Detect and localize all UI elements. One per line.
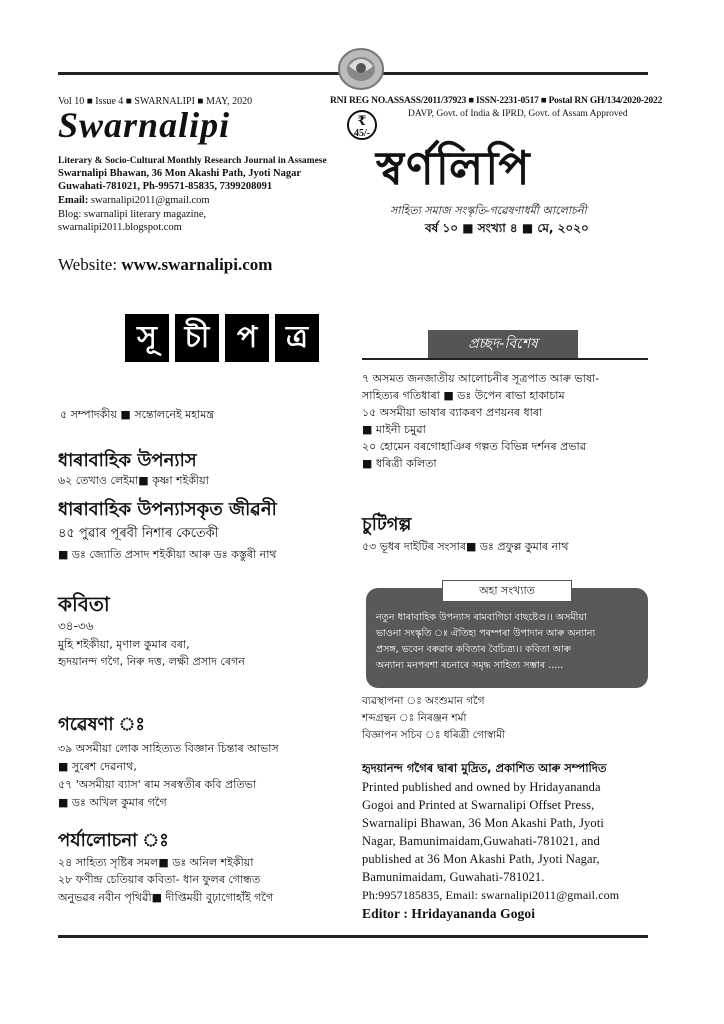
novel-heading: ধাৰাবাহিক উপন্যাস bbox=[58, 450, 197, 471]
research-entry-2: ৫৭ 'অসমীয়া ব্যাস' ৰাম সৰস্বতীৰ কবি প্ৰতিভা bbox=[58, 778, 257, 791]
contents-title-letter: ত্ৰ bbox=[275, 314, 319, 362]
ad-secretary-line: বিজ্ঞাপন সচিব ঃ ধৰিত্ৰী গোস্বামী bbox=[362, 729, 506, 741]
poem-authors-2: হৃদয়ানন্দ গগৈ, নিৰু দত্ত, লক্ষী প্ৰসাদ ৰেগন bbox=[58, 655, 245, 668]
email-line bbox=[58, 195, 210, 206]
research-entry-1: ৩৯ অসমীয়া লোক সাহিত্যত বিজ্ঞান চিন্তাৰ আভাস bbox=[58, 742, 279, 755]
next-issue-line-3: প্ৰসঙ্গ, ভবেন বৰুৱাৰ কবিতাৰ বৈচিত্ৰ্য।। কবিতা আৰু bbox=[376, 644, 571, 655]
research-author-2: ■ ডঃ অখিল কুমাৰ গগৈ bbox=[58, 796, 167, 809]
cover-entry-3b: ■ ধৰিত্ৰী কলিতা bbox=[362, 457, 437, 470]
biography-authors: ■ ডঃ জ্যোতি প্ৰসাদ শইকীয়া আৰু ডঃ কস্তুৰী নাথ bbox=[58, 548, 277, 561]
poem-authors-1: মুহি শইকীয়া, মৃণাল কুমাৰ বৰা, bbox=[58, 638, 190, 651]
journal-description: Literary & Socio-Cultural Monthly Research Journal in Assamese bbox=[58, 156, 327, 166]
review-heading: পৰ্যালোচনা ঃ bbox=[58, 830, 169, 851]
novel-entry: ৬২ তেখাও লেইমা■ কৃষ্ণা শইকীয়া bbox=[58, 474, 209, 487]
poem-pages: ৩৪-৩৬ bbox=[58, 619, 94, 633]
tagline: সাহিত্য সমাজ সংস্কৃতি-গৱেষণাধৰ্মী আলোচনী bbox=[390, 204, 587, 217]
publisher-line-4: Nagar, Bamunimaidam,Guwahati-781021, and bbox=[362, 834, 600, 848]
editorial-entry: ৫ সম্পাদকীয় ■ সন্তোলনেই মহামন্ত্ৰ bbox=[60, 408, 215, 421]
short-story-entry: ৫৩ ভূধৰ দাইটিৰ সংসাৰ■ ডঃ প্ৰফুল্ল কুমাৰ নাথ bbox=[362, 540, 569, 553]
website-line bbox=[58, 255, 272, 275]
publisher-line-7: Ph:9957185835, Email: swarnalipi2011@gmail.com bbox=[362, 888, 620, 902]
poem-heading: কবিতা bbox=[58, 592, 110, 616]
assamese-logo-text: স্বৰ্ণলিপি bbox=[376, 141, 532, 195]
next-issue-title: অহা সংখ্যাত bbox=[442, 580, 572, 602]
publisher-line-1: Printed published and owned by Hridayananda bbox=[362, 780, 601, 794]
emblem-icon bbox=[335, 44, 387, 94]
publisher-line-2: Gogoi and Printed at Swarnalipi Offset Press, bbox=[362, 798, 595, 812]
next-issue-box bbox=[366, 588, 648, 688]
address-line-1: Swarnalipi Bhawan, 36 Mon Akashi Path, Jyoti Nagar bbox=[58, 168, 301, 179]
issue-line-assamese: বৰ্ষ ১০ ■ সংখ্যা ৪ ■ মে, ২০২০ bbox=[425, 221, 589, 235]
email-address[interactable]: swarnalipi2011@gmail.com bbox=[90, 195, 210, 206]
biography-entry: ৪৫ পুৱাৰ পূৰবী নিশাৰ কেতেকী bbox=[58, 526, 219, 541]
typesetter-line: শব্দগ্ৰন্থন ঃ নিৰঞ্জন শৰ্মা bbox=[362, 712, 467, 724]
biography-heading: ধাৰাবাহিক উপন্যাসকৃত জীৱনী bbox=[58, 499, 277, 520]
rupee-icon: ₹ bbox=[357, 113, 367, 128]
review-entry-2: ২৮ ফণীন্দ্ৰ চেতিয়াৰ কবিতা- ধান ফুলৰ গোন্ধত bbox=[58, 873, 261, 886]
manager-line: ব্যৱস্থাপনা ঃ অংশুমান গগৈ bbox=[362, 695, 485, 707]
next-issue-line-2: ভাওনা সংস্কৃতি ঃ ঐতিহ্য পৰম্পৰা উপাদান আৰু অন্যান্য bbox=[376, 628, 596, 639]
cover-entry-1b: সাহিত্যৰ গতিধাৰা ■ ডঃ উপেন ৰাভা হাকাচাম bbox=[362, 389, 565, 402]
cover-special-tab: প্ৰচ্ছদ-বিশেষ bbox=[428, 330, 578, 358]
publisher-line-5: published at 36 Mon Akashi Path, Jyoti Nagar, bbox=[362, 852, 600, 866]
next-issue-line-4: অন্যান্য মনপৰশা ৰচনাৰে সমৃদ্ধ সাহিত্য সম্ভাৰ ..... bbox=[376, 660, 564, 671]
registration-line: RNI REG NO.ASSASS/2011/37923 ■ ISSN-2231-0517 ■ Postal RN GH/134/2020-2022 bbox=[330, 96, 663, 106]
contents-title-letter: সূ bbox=[125, 314, 169, 362]
editor-line: Editor : Hridayananda Gogoi bbox=[362, 906, 536, 921]
contents-title-letter: প bbox=[225, 314, 269, 362]
price-badge bbox=[347, 110, 377, 140]
research-author-1: ■ সুৰেশ দেৱনাথ, bbox=[58, 760, 137, 773]
publisher-assamese-line: হৃদয়ানন্দ গগৈৰ দ্বাৰা মুদ্ৰিত, প্ৰকাশিত আৰু সম্পাদিত bbox=[362, 761, 607, 775]
bottom-rule bbox=[58, 935, 648, 938]
short-story-heading: চুটিগল্প bbox=[362, 514, 412, 535]
website-link[interactable]: www.swarnalipi.com bbox=[121, 255, 273, 274]
volume-line: Vol 10 ■ Issue 4 ■ SWARNALIPI ■ MAY, 2020 bbox=[58, 96, 253, 107]
website-label: Website: bbox=[58, 255, 118, 274]
cover-entry-3a: ২০ হোমেন বৰগোহাঞিৰ গল্পত বিভিন্ন দৰ্শনৰ প্ৰভাৱ bbox=[362, 440, 587, 453]
address-line-2: Guwahati-781021, Ph-99571-85835, 7399208091 bbox=[58, 181, 273, 192]
research-heading: গৱেষণা ঃ bbox=[58, 714, 146, 735]
approval-line: DAVP, Govt. of India & IPRD, Govt. of Assam Approved bbox=[408, 109, 628, 119]
publisher-line-3: Swarnalipi Bhawan, 36 Mon Akashi Path, Jyoti bbox=[362, 816, 604, 830]
review-entry-3: অনুভৱৰ নবীন পৃথিৱী■ দীপ্তিময়ী বুঢ়াগোহাঁই গগৈ bbox=[58, 891, 274, 904]
blog-line-2[interactable]: swarnalipi2011.blogspot.com bbox=[58, 222, 182, 233]
cover-entry-2a: ১৫ অসমীয়া ভাষাৰ ব্যাকৰণ প্ৰণয়নৰ ধাৰা bbox=[362, 406, 543, 419]
next-issue-line-1: নতুন ধাৰাবাহিক উপন্যাস ৰামবাগিচা বাছষ্টেণ্ড।। অসমীয়া bbox=[376, 612, 587, 623]
review-entry-1: ২৪ সাহিত্য সৃষ্টিৰ সমল■ ডঃ অনিল শইকীয়া bbox=[58, 856, 254, 869]
publisher-line-6: Bamunimaidam, Guwahati-781021. bbox=[362, 870, 545, 884]
brand-wordmark: Swarnalipi bbox=[58, 105, 231, 145]
blog-line-1: Blog: swarnalipi literary magazine, bbox=[58, 209, 207, 220]
cover-special-rule bbox=[362, 358, 648, 360]
cover-entry-2b: ■ মাইনী চমুৱা bbox=[362, 423, 426, 436]
contents-title-letter: চী bbox=[175, 314, 219, 362]
email-label: Email: bbox=[58, 195, 89, 206]
assamese-logo bbox=[376, 140, 642, 196]
cover-entry-1a: ৭ অসমত জনজাতীয় আলোচনীৰ সূত্ৰপাত আৰু ভাষা- bbox=[362, 372, 600, 385]
price-value: 45/- bbox=[353, 128, 371, 139]
